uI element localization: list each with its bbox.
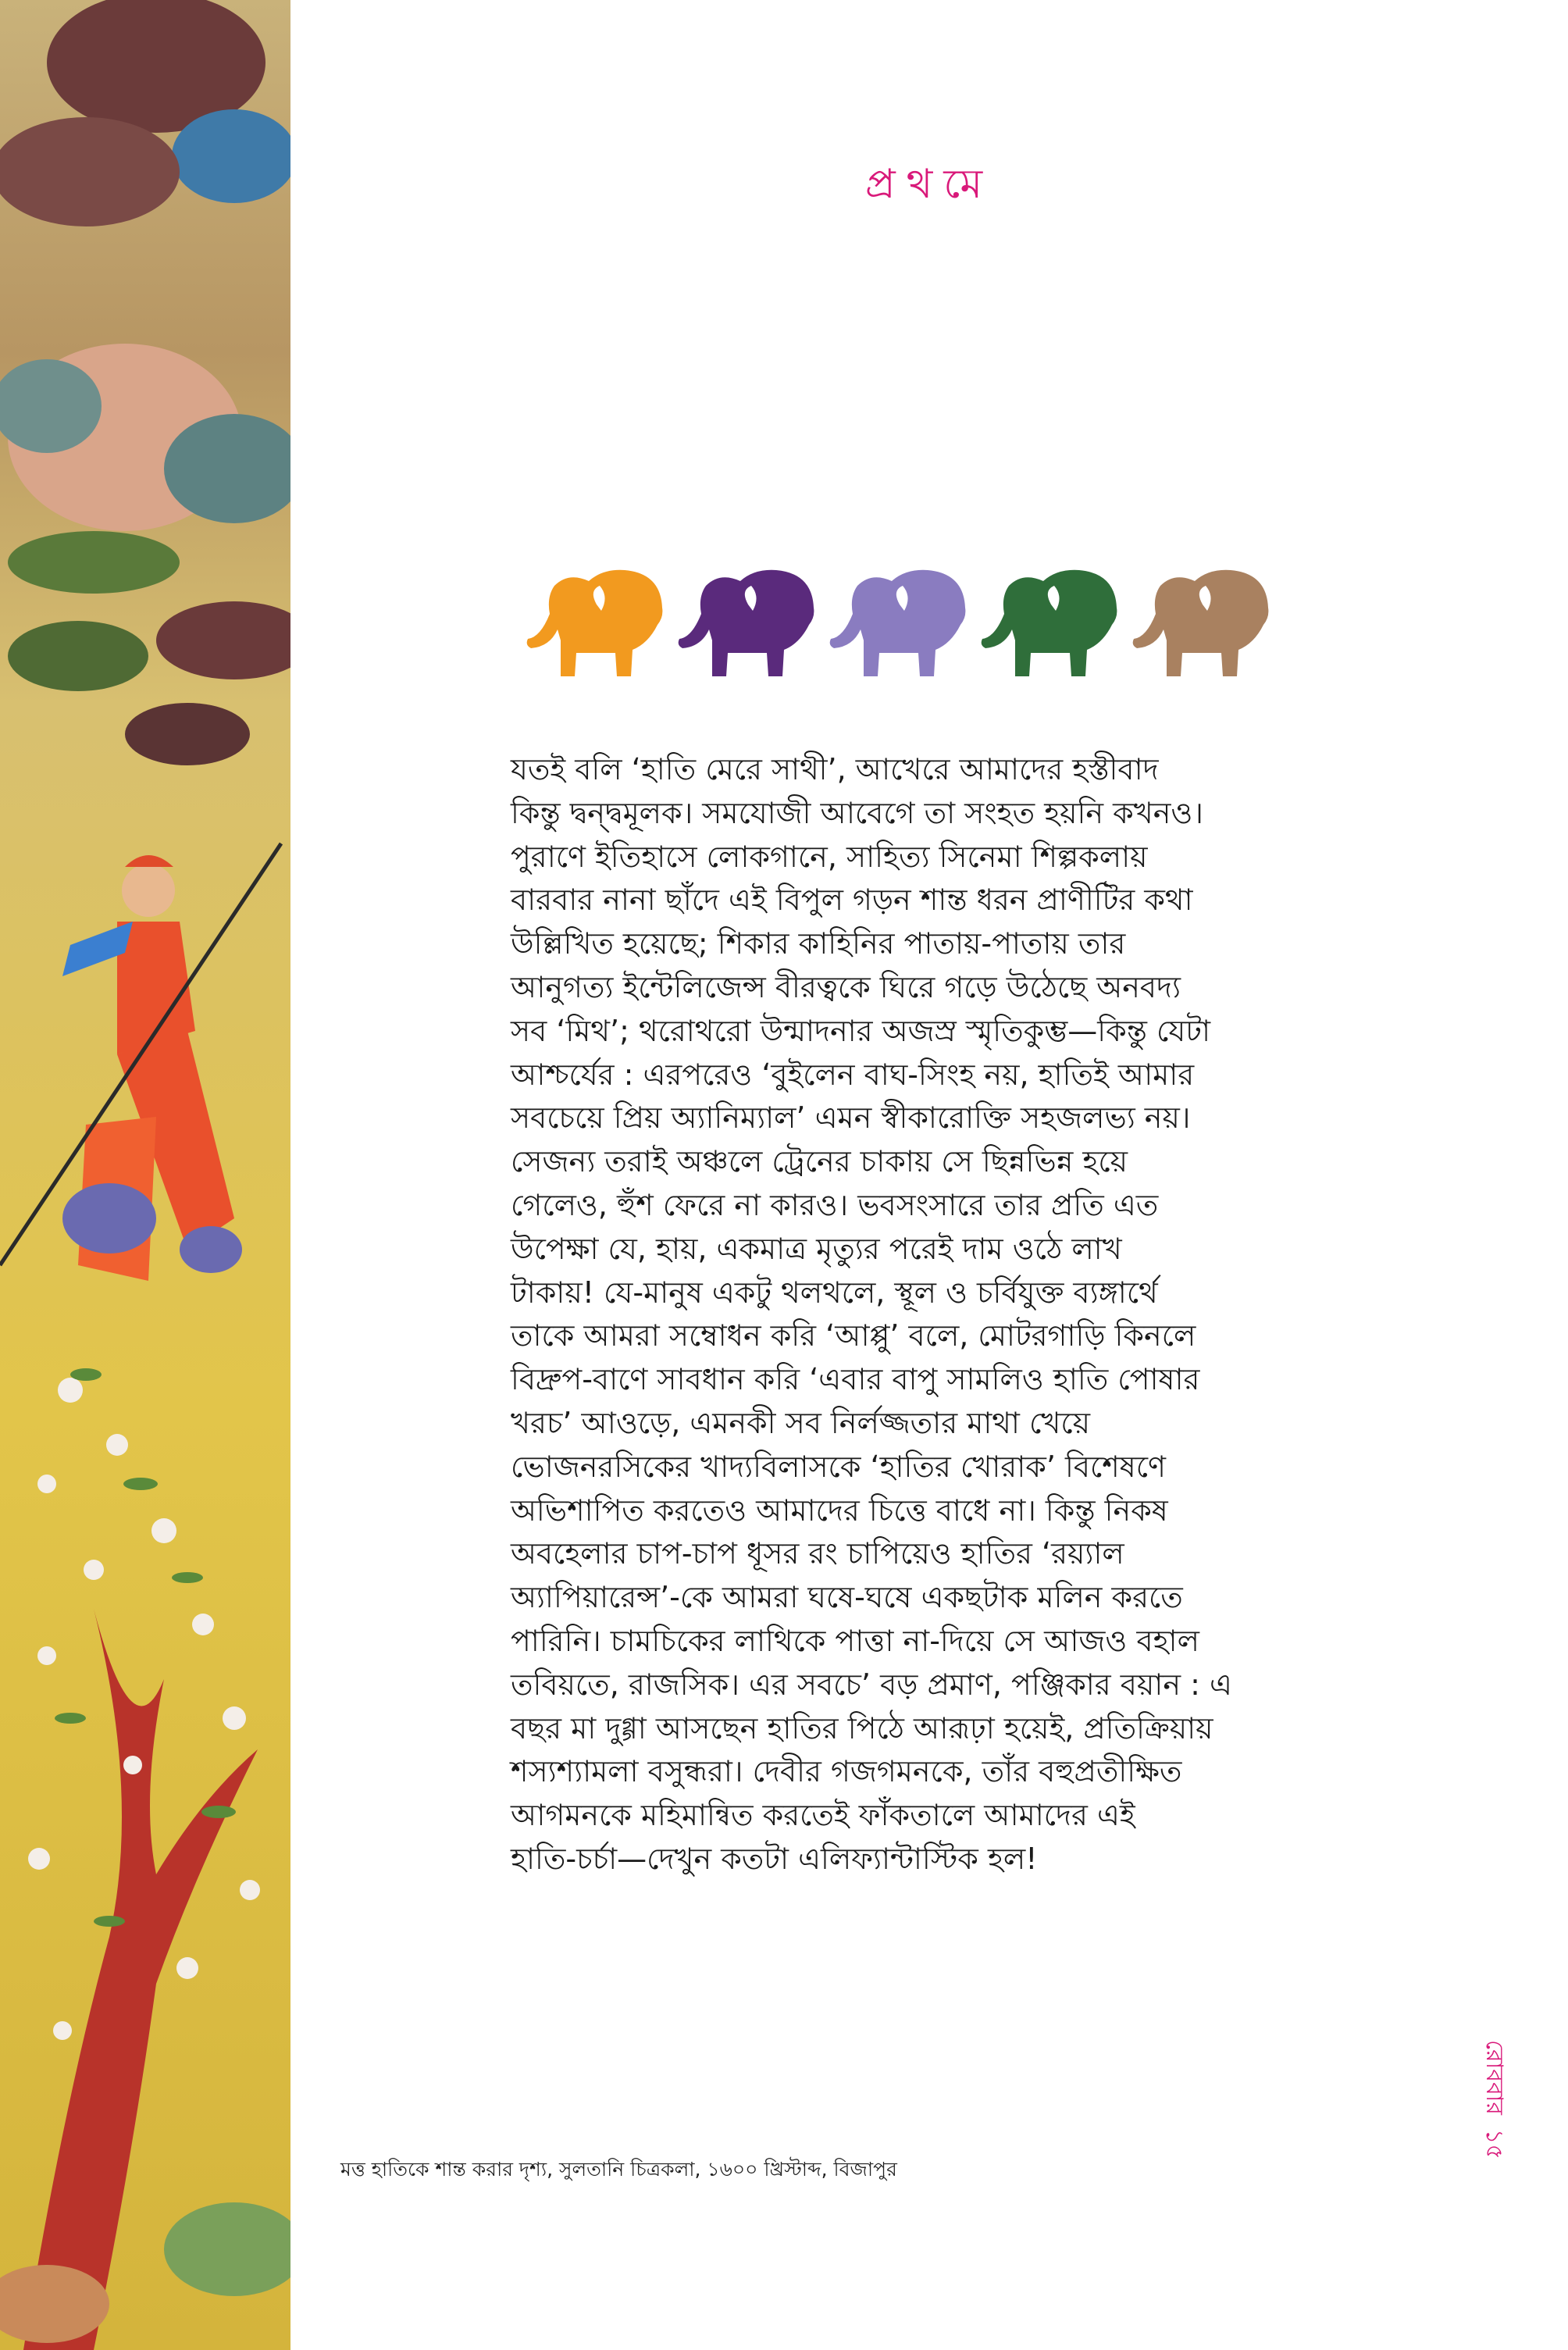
body-line: টাকায়! যে-মানুষ একটু থলথলে, স্থূল ও চর্বিযুক্ত ব্যঙ্গার্থে [511,1275,1158,1310]
elephant-icon [1129,562,1274,679]
image-caption: মত্ত হাতিকে শান্ত করার দৃশ্য, সুলতানি চিত্রকলা, ১৬০০ খ্রিস্টাব্দ, বিজাপুর [340,2158,897,2181]
body-line: গেলেও, হুঁশ ফেরে না কারও। ভবসংসারে তার প্রতি এত [511,1187,1159,1222]
body-line: সবচেয়ে প্রিয় অ্যানিম্যাল’ এমন স্বীকারোক্তি সহজলভ্য নয়। [511,1100,1191,1136]
body-line: বিদ্রুপ-বাণে সাবধান করি ‘এবার বাপু সামলিও হাতি পোষার [511,1362,1200,1397]
elephant-icon [523,562,668,679]
body-line: পারিনি। চামচিকের লাথিকে পাত্তা না-দিয়ে সে আজও বহাল [511,1623,1199,1658]
page-heading: প্রথমে [864,161,994,208]
body-line: আশ্চর্যের : এরপরেও ‘বুইলেন বাঘ-সিংহ নয়, হাতিই আমার [511,1057,1195,1092]
body-line: ভোজনরসিকের খাদ্যবিলাসকে ‘হাতির খোরাক’ বিশেষণে [511,1449,1166,1484]
body-line: অ্যাপিয়ারেন্স’-কে আমরা ঘষে-ঘষে একছটাক মলিন করতে [511,1580,1183,1615]
body-line: সব ‘মিথ’; থরোথরো উন্মাদনার অজস্র স্মৃতিকুম্ভ—কিন্তু যেটা [511,1013,1211,1048]
body-line: তবিয়তে, রাজসিক। এর সবচে’ বড় প্রমাণ, পঞ্জিকার বয়ান : এ [511,1667,1232,1702]
magazine-name: রোববার [1481,2040,1508,2115]
miniature-painting-strip [0,0,290,2350]
painting-illustration [0,0,290,2350]
body-line: অভিশাপিত করতেও আমাদের চিত্তে বাধে না। কিন্তু নিকষ [511,1492,1168,1528]
body-line: হাতি-চর্চা—দেখুন কতটা এলিফ্যান্টাস্টিক হল! [511,1841,1038,1876]
body-line: আনুগত্য ইন্টেলিজেন্স বীরত্বকে ঘিরে গড়ে উঠেছে অনবদ্য [511,969,1181,1004]
body-line: বারবার নানা ছাঁদে এই বিপুল গড়ন শান্ত ধরন প্রাণীটির কথা [511,883,1193,918]
body-line: কিন্তু দ্বন্দ্বমূলক। সমযোজী আবেগে তা সংহত হয়নি কখনও। [511,795,1203,830]
body-line: সেজন্য তরাই অঞ্চলে ট্রেনের চাকায় সে ছিন্নভিন্ন হয়ে [511,1144,1128,1179]
elephant-icon [675,562,820,679]
elephant-icon [826,562,971,679]
page-number: ১৫ [1481,2128,1508,2159]
body-line: পুরাণে ইতিহাসে লোকগানে, সাহিত্য সিনেমা শিল্পকলায় [511,839,1148,874]
article-body [511,748,1292,1881]
body-line: অবহেলার চাপ-চাপ ধূসর রং চাপিয়েও হাতির ‘রয়্যাল [511,1536,1124,1571]
body-line: উপেক্ষা যে, হায়, একমাত্র মৃত্যুর পরেই দাম ওঠে লাখ [511,1231,1122,1266]
body-line: শস্যশ্যামলা বসুন্ধরা। দেবীর গজগমনকে, তাঁর বহুপ্রতীক্ষিত [511,1754,1182,1789]
elephant-row [523,562,1273,679]
body-line: যতই বলি ‘হাতি মেরে সাথী’, আখেরে আমাদের হস্তীবাদ [511,752,1159,786]
page-footer [1474,2040,1514,2159]
elephant-icon [978,562,1123,679]
body-line: আগমনকে মহিমান্বিত করতেই ফাঁকতালে আমাদের এই [511,1798,1135,1833]
body-line: খরচ’ আওড়ে, এমনকী সব নির্লজ্জতার মাথা খেয়ে [511,1405,1091,1440]
body-line: উল্লিখিত হয়েছে; শিকার কাহিনির পাতায়-পাতায় তার [511,926,1126,961]
body-line: বছর মা দুগ্গা আসছেন হাতির পিঠে আরূঢ়া হয়েই, প্রতিক্রিয়ায় [511,1710,1213,1746]
body-line: তাকে আমরা সম্বোধন করি ‘আপ্পু’ বলে, মোটরগাড়ি কিনলে [511,1318,1196,1353]
